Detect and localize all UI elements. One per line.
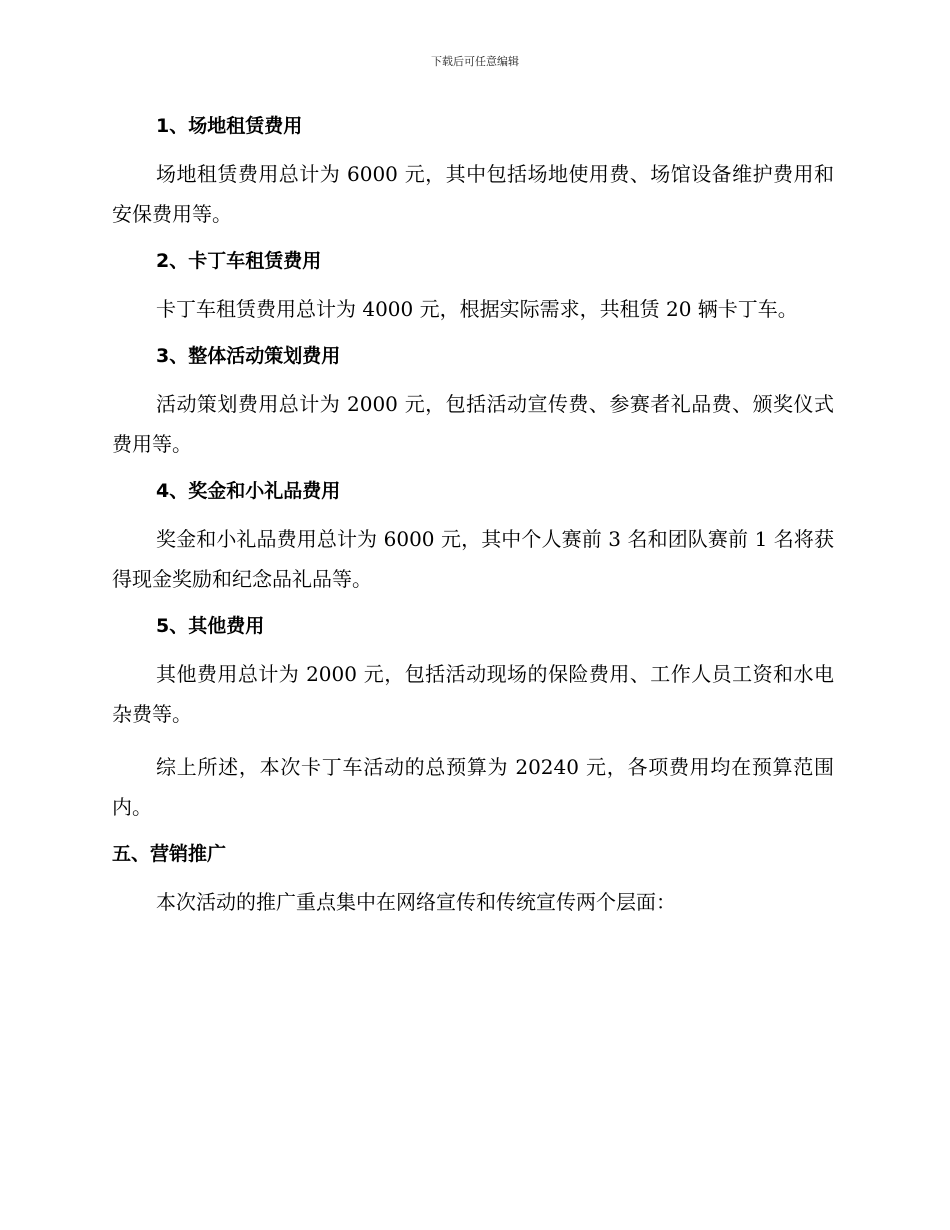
- section-heading-prizes: 4、奖金和小礼品费用: [156, 480, 341, 502]
- section-text-venue: 场地租赁费用总计为 6000 元，其中包括场地使用费、场馆设备维护费用和安保费用等。: [112, 162, 834, 226]
- section-heading-kart-rental: 2、卡丁车租赁费用: [156, 250, 322, 272]
- section-text-kart-rental: 卡丁车租赁费用总计为 4000 元，根据实际需求，共租赁 20 辆卡丁车。: [156, 297, 798, 321]
- section-text-prizes: 奖金和小礼品费用总计为 6000 元，其中个人赛前 3 名和团队赛前 1 名将获得现金奖励和纪念品礼品等。: [112, 527, 834, 591]
- section-heading-planning: 3、整体活动策划费用: [156, 345, 341, 367]
- section-text-planning: 活动策划费用总计为 2000 元，包括活动宣传费、参赛者礼品费、颁奖仪式费用等。: [112, 392, 834, 456]
- document-body: [112, 112, 834, 935]
- section-heading-venue: 1、场地租赁费用: [156, 115, 303, 137]
- section-text-marketing: 本次活动的推广重点集中在网络宣传和传统宣传两个层面：: [156, 890, 676, 914]
- page-header-note: 下载后可任意编辑: [431, 55, 519, 68]
- budget-summary: 综上所述，本次卡丁车活动的总预算为 20240 元，各项费用均在预算范围内。: [112, 755, 834, 819]
- section-text-other: 其他费用总计为 2000 元，包括活动现场的保险费用、工作人员工资和水电杂费等。: [112, 662, 834, 726]
- section-heading-other: 5、其他费用: [156, 615, 265, 637]
- section-heading-marketing: 五、营销推广: [112, 843, 227, 865]
